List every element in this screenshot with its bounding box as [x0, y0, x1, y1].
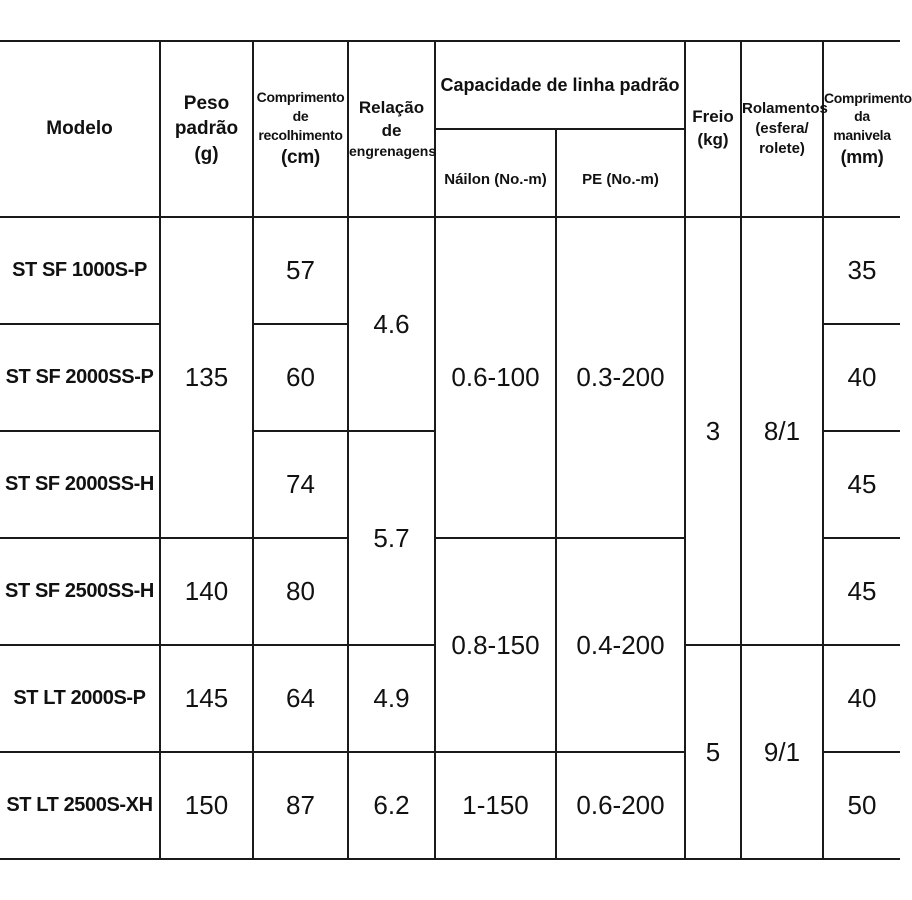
relacao-value: 5.7 [373, 522, 410, 553]
modelo-cell [0, 752, 160, 859]
comprimento-value: 60 [286, 362, 315, 392]
header-comprimento [253, 41, 348, 217]
manivela-value: 50 [847, 790, 877, 820]
modelo-cell [0, 645, 160, 752]
comprimento-value: 74 [286, 469, 315, 499]
header-nailon-label: Náilon (No.-m) [444, 171, 547, 188]
comprimento-cell [253, 324, 348, 431]
freio-cell [685, 217, 741, 645]
modelo-value: ST LT 2000S-P [13, 687, 146, 709]
header-relacao-line1: Relação [358, 97, 425, 117]
header-relacao-line2: de [381, 120, 402, 140]
header-manivela-line2: da manivela [833, 108, 891, 144]
peso-value: 145 [184, 683, 229, 713]
manivela-value: 45 [847, 469, 877, 499]
manivela-value: 35 [847, 255, 877, 285]
peso-cell [160, 645, 253, 752]
nailon-value: 0.8-150 [451, 629, 540, 660]
nailon-cell [435, 538, 556, 752]
rolamentos-value: 8/1 [763, 415, 801, 446]
header-row [0, 41, 900, 129]
header-relacao-line3: engrenagens [349, 143, 437, 160]
comprimento-value: 64 [286, 683, 315, 713]
manivela-cell [823, 645, 900, 752]
header-freio-line2: (kg) [697, 130, 729, 149]
header-freio-line1: Freio [692, 107, 734, 127]
freio-value: 3 [705, 415, 721, 446]
table-row [0, 217, 900, 324]
comprimento-value: 87 [286, 790, 315, 820]
rolamentos-value: 9/1 [763, 736, 801, 767]
header-rolamentos-line2: (esfera/ [755, 119, 809, 137]
header-nailon [435, 129, 556, 217]
header-rolamentos-line1: Rolamentos [742, 99, 828, 117]
nailon-value: 0.6-100 [451, 362, 540, 392]
comprimento-cell [253, 645, 348, 752]
peso-value: 150 [184, 790, 229, 820]
manivela-cell [823, 431, 900, 538]
nailon-value: 1-150 [462, 790, 529, 820]
spec-table [0, 40, 912, 860]
pe-value: 0.3-200 [576, 362, 665, 392]
header-rolamentos [741, 41, 828, 217]
header-pe-label: PE (No.-m) [582, 171, 659, 188]
modelo-cell [0, 431, 160, 538]
relacao-value: 4.9 [373, 683, 410, 713]
manivela-value: 40 [847, 362, 877, 392]
header-peso [160, 41, 253, 217]
rolamentos-cell [741, 645, 823, 859]
rolamentos-cell [741, 217, 823, 645]
modelo-value: ST SF 2500SS-H [5, 580, 154, 602]
header-comprimento-line1: Comprimento [256, 88, 345, 105]
freio-value: 5 [705, 736, 721, 767]
comprimento-value: 57 [286, 255, 315, 285]
modelo-cell [0, 538, 160, 645]
modelo-cell [0, 217, 160, 324]
pe-cell [556, 538, 685, 752]
manivela-cell [823, 324, 900, 431]
comprimento-cell [253, 752, 348, 859]
header-rolamentos-line3: rolete) [759, 140, 805, 158]
peso-value: 140 [184, 576, 229, 606]
peso-value: 135 [184, 362, 229, 392]
modelo-value: ST LT 2500S-XH [6, 794, 153, 816]
header-modelo [0, 41, 160, 217]
header-peso-line3: (g) [194, 143, 219, 165]
header-manivela-line1: Comprimento [824, 89, 912, 106]
header-peso-line1: Peso [183, 92, 230, 114]
freio-cell [685, 645, 741, 859]
header-comprimento-line3: (cm) [281, 146, 320, 168]
comprimento-value: 80 [286, 576, 315, 606]
modelo-value: ST SF 2000SS-H [5, 473, 154, 495]
relacao-cell [348, 431, 435, 645]
modelo-cell [0, 324, 160, 431]
pe-cell [556, 752, 685, 859]
comprimento-cell [253, 431, 348, 538]
header-capacidade-label: Capacidade de linha padrão [440, 74, 680, 95]
header-comprimento-line2: de recolhimento [258, 107, 343, 143]
peso-cell [160, 538, 253, 645]
nailon-cell [435, 217, 556, 538]
comprimento-cell [253, 217, 348, 324]
manivela-value: 40 [847, 683, 877, 713]
peso-cell [160, 217, 253, 538]
modelo-value: ST SF 1000S-P [12, 259, 147, 281]
comprimento-cell [253, 538, 348, 645]
header-modelo-label: Modelo [46, 118, 113, 140]
nailon-cell [435, 752, 556, 859]
header-manivela [823, 41, 912, 217]
relacao-value: 4.6 [373, 308, 410, 339]
relacao-cell [348, 645, 435, 752]
header-freio [685, 41, 741, 217]
relacao-cell [348, 217, 435, 431]
modelo-value: ST SF 2000SS-P [5, 366, 154, 388]
header-pe [556, 129, 685, 217]
pe-value: 0.6-200 [576, 790, 665, 820]
manivela-cell [823, 538, 900, 645]
header-capacidade [435, 41, 685, 129]
header-manivela-line3: (mm) [840, 147, 884, 168]
header-peso-line2: padrão [174, 118, 239, 140]
pe-value: 0.4-200 [576, 629, 665, 660]
peso-cell [160, 752, 253, 859]
manivela-cell [823, 752, 900, 859]
header-relacao [348, 41, 435, 217]
manivela-cell [823, 217, 900, 324]
manivela-value: 45 [847, 576, 877, 606]
pe-cell [556, 217, 685, 538]
relacao-cell [348, 752, 435, 859]
relacao-value: 6.2 [373, 790, 410, 820]
